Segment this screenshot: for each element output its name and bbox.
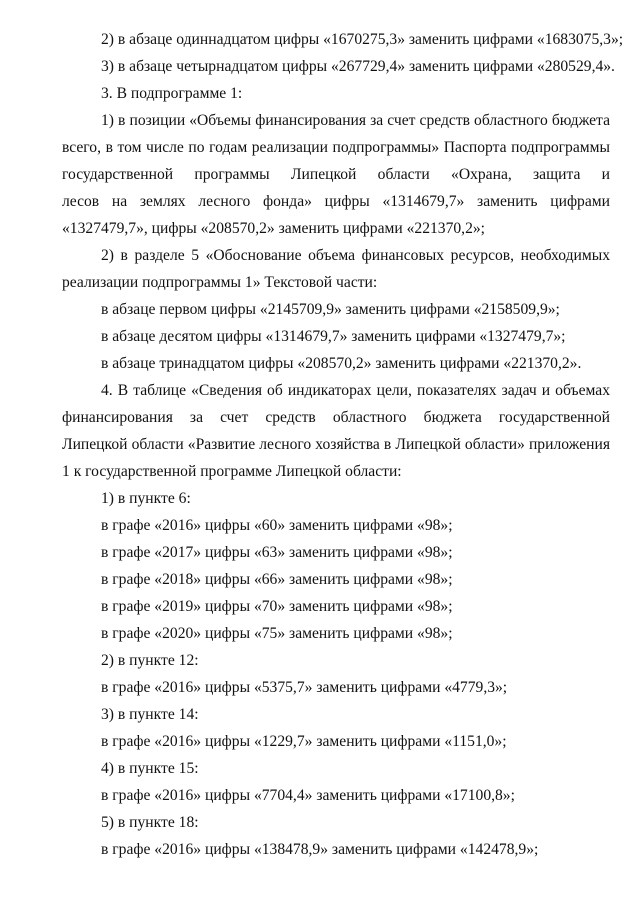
text-line: лесов на землях лесного фонда» цифры «1314679,7» заменить цифрами xyxy=(62,193,610,210)
text-line: 5) в пункте 18: xyxy=(101,814,199,831)
text-line: в графе «2017» цифры «63» заменить цифрами «98»; xyxy=(101,544,453,561)
text-line: 4) в пункте 15: xyxy=(101,760,199,777)
text-line: в абзаце тринадцатом цифры «208570,2» заменить цифрами «221370,2». xyxy=(101,355,582,372)
text-line: в абзаце десятом цифры «1314679,7» заменить цифрами «1327479,7»; xyxy=(101,328,566,345)
text-line: в графе «2016» цифры «5375,7» заменить цифрами «4779,3»; xyxy=(101,679,508,696)
text-line: 2) в разделе 5 «Обоснование объема финансовых ресурсов, необходимых xyxy=(101,247,610,264)
text-line: реализации подпрограммы 1» Текстовой части: xyxy=(62,274,378,291)
text-line: государственной программы Липецкой области «Охрана, защита и xyxy=(62,166,610,183)
text-line: в графе «2016» цифры «138478,9» заменить цифрами «142478,9»; xyxy=(101,841,539,858)
text-line: 3. В подпрограмме 1: xyxy=(101,85,243,102)
text-line: 3) в пункте 14: xyxy=(101,706,199,723)
text-line: 1) в пункте 6: xyxy=(101,490,191,507)
text-line: в графе «2016» цифры «60» заменить цифрами «98»; xyxy=(101,517,453,534)
text-line: в графе «2020» цифры «75» заменить цифрами «98»; xyxy=(101,625,453,642)
text-line: 4. В таблице «Сведения об индикаторах цели, показателях задач и объемах xyxy=(101,382,610,399)
text-line: в графе «2019» цифры «70» заменить цифрами «98»; xyxy=(101,598,453,615)
text-line: 2) в абзаце одиннадцатом цифры «1670275,3» заменить цифрами «1683075,3»; xyxy=(101,31,624,48)
text-line: в графе «2016» цифры «7704,4» заменить цифрами «17100,8»; xyxy=(101,787,515,804)
text-line: в абзаце первом цифры «2145709,9» заменить цифрами «2158509,9»; xyxy=(101,301,560,318)
text-line: финансирования за счет средств областного бюджета государственной xyxy=(62,409,610,426)
text-line: 2) в пункте 12: xyxy=(101,652,199,669)
text-line: Липецкой области «Развитие лесного хозяйства в Липецкой области» приложения xyxy=(62,436,610,453)
text-line: «1327479,7», цифры «208570,2» заменить цифрами «221370,2»; xyxy=(62,220,486,237)
text-line: 1 к государственной программе Липецкой области: xyxy=(62,463,402,480)
text-line: 1) в позиции «Объемы финансирования за счет средств областного бюджета xyxy=(101,112,610,129)
text-line: 3) в абзаце четырнадцатом цифры «267729,4» заменить цифрами «280529,4». xyxy=(101,58,615,75)
text-line: в графе «2016» цифры «1229,7» заменить цифрами «1151,0»; xyxy=(101,733,507,750)
text-line: в графе «2018» цифры «66» заменить цифрами «98»; xyxy=(101,571,453,588)
text-line: всего, в том числе по годам реализации подпрограммы» Паспорта подпрограммы xyxy=(62,139,610,156)
